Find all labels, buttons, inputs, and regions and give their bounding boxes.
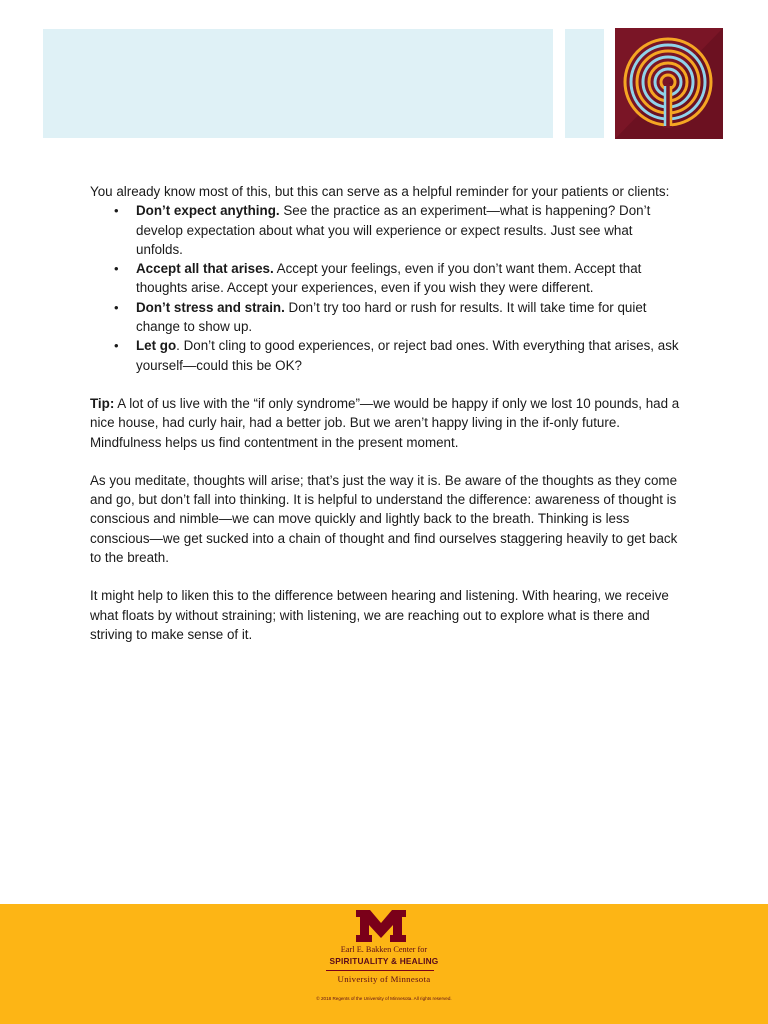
labyrinth-icon bbox=[615, 28, 723, 139]
center-name-line2: SPIRITUALITY & HEALING bbox=[329, 956, 439, 966]
university-name: University of Minnesota bbox=[337, 974, 431, 984]
guideline-term: Accept all that arises. bbox=[136, 261, 274, 277]
bullet-icon: • bbox=[114, 261, 119, 277]
footer-divider bbox=[326, 970, 434, 971]
block-m-icon bbox=[356, 910, 406, 942]
guideline-term: Let go bbox=[136, 338, 177, 354]
list-item bbox=[114, 336, 680, 375]
guideline-term: Don’t stress and strain. bbox=[136, 299, 285, 315]
guidelines-list bbox=[90, 201, 680, 375]
tip-label: Tip: bbox=[90, 395, 115, 411]
list-item bbox=[114, 201, 680, 259]
bullet-icon: • bbox=[114, 338, 119, 354]
header-band-accent bbox=[565, 29, 604, 138]
center-name-line1: Earl E. Bakken Center for bbox=[340, 945, 428, 954]
guideline-text: . Don’t cling to good experiences, or reject bad ones. With everything that arises, ask yourself—could this be OK? bbox=[136, 338, 679, 373]
guideline-text: Don’t try too hard or rush for results. It will take time for quiet change to show up. bbox=[136, 299, 647, 335]
guideline-text: Accept your feelings, even if you don’t want them. Accept that thoughts arise. Accept your experiences, even if you wish they were different. bbox=[136, 261, 642, 296]
copyright-notice: © 2018 Regents of the University of Minnesota. All rights reserved. bbox=[316, 996, 452, 1001]
guideline-term: Don’t expect anything. bbox=[136, 203, 280, 219]
list-item bbox=[114, 259, 680, 298]
bullet-icon: • bbox=[114, 299, 119, 315]
bullet-icon: • bbox=[114, 203, 119, 219]
list-item bbox=[114, 298, 680, 337]
guideline-text: See the practice as an experiment—what is happening? Don’t develop expectation about what you will experience or expect results. Just see what unfolds. bbox=[136, 203, 651, 257]
document-body bbox=[90, 182, 680, 644]
tip-paragraph bbox=[90, 394, 680, 452]
header-band bbox=[43, 29, 553, 138]
meditate-paragraph: As you meditate, thoughts will arise; that’s just the way it is. Be aware of the thoughts as they come and go, but don’t fall into thinking. It is helpful to understand the difference: awareness of thought is conscious and nimble—we can move quickly and lightly back to the breath. Thinking is less conscious—we get sucked into a chain of thought and find ourselves staggering heavily to get back to the breath. bbox=[90, 472, 678, 566]
intro-paragraph: You already know most of this, but this can serve as a helpful reminder for your patients or clients: bbox=[90, 184, 670, 199]
hearing-paragraph: It might help to liken this to the difference between hearing and listening. With hearing, we receive what floats by without straining; with listening, we are reaching out to explore what is there and striving to make sense of it. bbox=[90, 588, 669, 642]
tip-text: A lot of us live with the “if only syndrome”—we would be happy if only we lost 10 pounds, had a nice house, had curly hair, had a better job. But we aren’t happy living in the if-only future. Mindfulness helps us find contentment in the present moment. bbox=[90, 395, 680, 450]
